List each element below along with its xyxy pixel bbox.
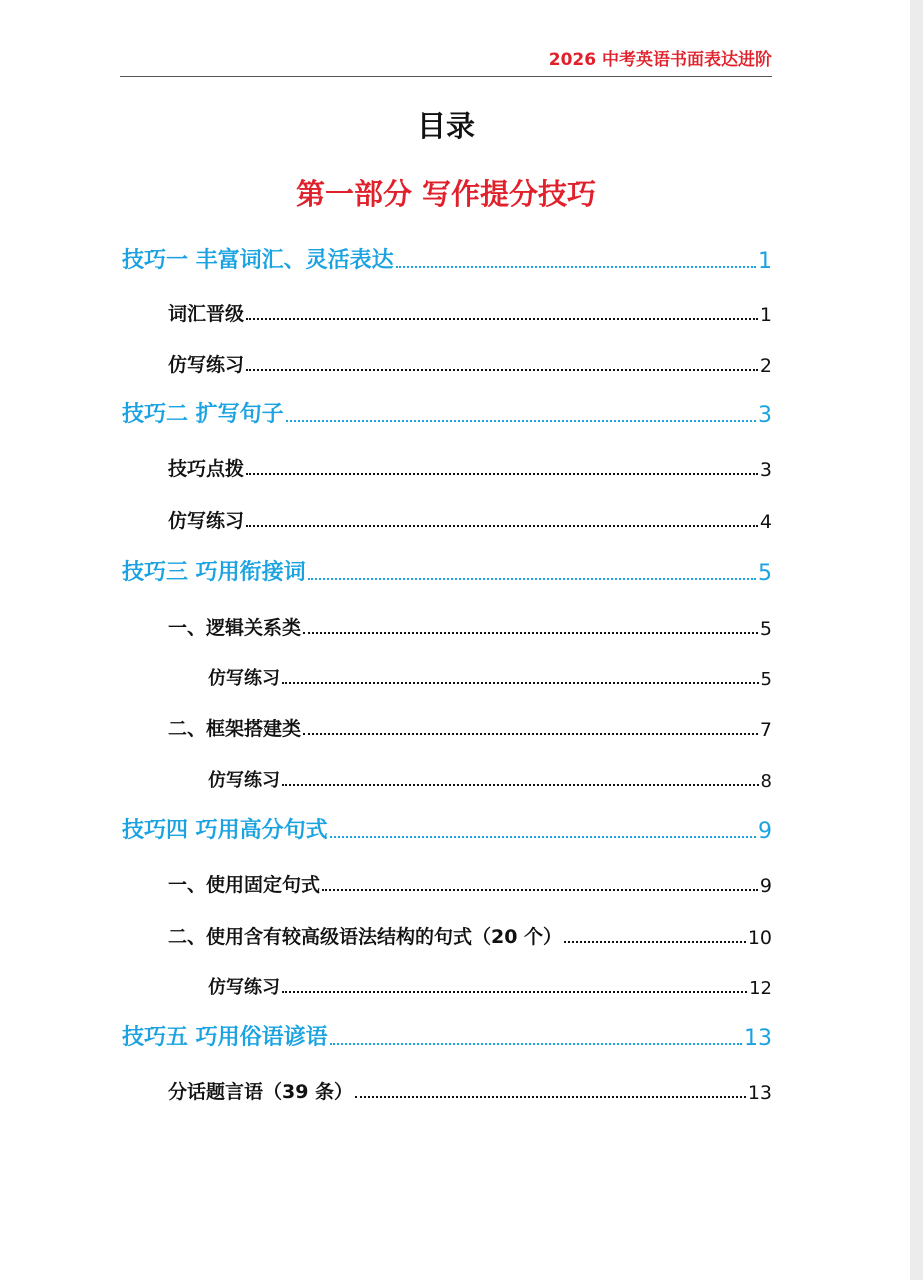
toc-entry-label: 技巧一 丰富词汇、灵活表达 [122,248,394,273]
toc-entry-label: 仿写练习 [168,354,245,376]
toc-entry-page: 12 [749,978,772,999]
toc-title: 目录 [416,109,475,143]
toc-entry-label: 仿写练习 [208,668,280,689]
toc-entry-level3[interactable] [208,660,772,690]
toc-entry-level1[interactable] [122,814,772,844]
toc-entry-level2[interactable] [168,503,772,533]
page-edge [910,0,923,1280]
toc-entry-page: 2 [759,355,772,377]
toc-leader-dots [322,889,758,891]
toc-entry-level2[interactable] [168,296,772,326]
toc-leader-dots [282,784,759,786]
toc-entry-level3[interactable] [208,969,772,999]
header-rule [120,76,772,77]
toc-leader-dots [282,682,759,684]
toc-entry-level2[interactable] [168,867,772,897]
toc-entry-label: 仿写练习 [168,510,245,532]
toc-entry-page: 13 [744,1026,772,1051]
toc-entry-page: 8 [760,771,772,792]
toc-entry-page: 3 [758,403,772,428]
toc-leader-dots [246,369,758,371]
toc-leader-dots [286,420,756,422]
toc-entry-page: 9 [758,819,772,844]
toc-entry-page: 5 [758,561,772,586]
toc-entry-level3[interactable] [208,762,772,792]
toc-entry-page: 5 [760,669,772,690]
toc-leader-dots [308,578,756,580]
toc-entry-page: 5 [759,618,772,640]
toc-entry-page: 1 [759,304,772,326]
toc-entry-page: 9 [759,875,772,897]
running-header: 2026 中考英语书面表达进阶 [548,50,772,70]
toc-entry-level2[interactable] [168,451,772,481]
toc-entry-label: 词汇晋级 [168,303,245,325]
part-title: 第一部分 写作提分技巧 [295,177,597,211]
toc-entry-page: 4 [759,511,772,533]
toc-leader-dots [246,525,758,527]
toc-entry-label: 二、使用含有较高级语法结构的句式（20 个） [168,926,563,948]
toc-entry-level2[interactable] [168,610,772,640]
toc-entry-level1[interactable] [122,556,772,586]
toc-entry-page: 10 [747,927,772,949]
toc-entry-level1[interactable] [122,244,772,274]
toc-leader-dots [330,1043,742,1045]
toc-entry-page: 7 [759,719,772,741]
toc-entry-level1[interactable] [122,398,772,428]
toc-entry-label: 仿写练习 [208,770,280,791]
toc-entry-level2[interactable] [168,711,772,741]
toc-entry-page: 13 [747,1082,772,1104]
toc-leader-dots [303,632,758,634]
toc-leader-dots [330,836,756,838]
toc-entry-label: 仿写练习 [208,977,280,998]
toc-entry-level2[interactable] [168,1074,772,1104]
toc-leader-dots [246,318,758,320]
toc-entry-label: 技巧点拨 [168,458,245,480]
toc-leader-dots [564,941,746,943]
toc-leader-dots [303,733,758,735]
toc-entry-label: 技巧三 巧用衔接词 [122,560,306,585]
toc-leader-dots [246,473,758,475]
toc-entry-label: 技巧二 扩写句子 [122,402,284,427]
toc-entry-page: 1 [758,249,772,274]
toc-entry-level1[interactable] [122,1021,772,1051]
toc-entry-page: 3 [759,459,772,481]
toc-leader-dots [396,266,756,268]
toc-entry-label: 一、使用固定句式 [168,874,321,896]
toc-entry-label: 二、框架搭建类 [168,718,302,740]
toc-entry-label: 一、逻辑关系类 [168,617,302,639]
toc-entry-label: 分话题言语（39 条） [168,1081,354,1103]
toc-entry-level2[interactable] [168,919,772,949]
toc-entry-label: 技巧四 巧用高分句式 [122,818,328,843]
toc-leader-dots [282,991,747,993]
toc-leader-dots [355,1096,746,1098]
toc-entry-label: 技巧五 巧用俗语谚语 [122,1025,328,1050]
toc-entry-level2[interactable] [168,347,772,377]
